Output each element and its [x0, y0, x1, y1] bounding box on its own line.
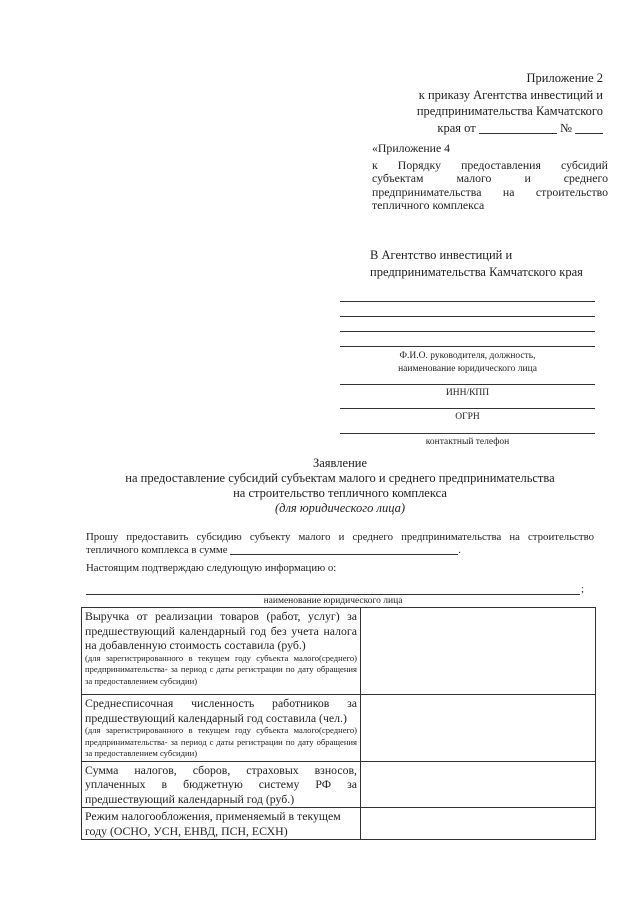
table-row	[82, 761, 596, 808]
employees-note: (для зарегистрированного в текущем году субъекта малого(среднего) предпринимательства- за период с даты регистрации по дату обращения за предоставлением субсидии)	[85, 725, 357, 758]
appendix-line1: Приложение 2	[526, 71, 603, 85]
appendix4-line3: предпринимательства на строительство	[372, 184, 608, 199]
phone-caption: контактный телефон	[425, 437, 510, 447]
tax-regime-value-cell[interactable]	[361, 808, 596, 840]
info-table	[81, 607, 596, 840]
table-row	[82, 808, 596, 840]
table-cell-label	[82, 761, 361, 808]
appendix-date-prefix: края от	[437, 120, 476, 135]
appendix4-line4: тепличного комплекса	[372, 197, 485, 212]
request-line-2	[86, 544, 594, 557]
fio-caption-line1: Ф.И.О. руководителя, должность,	[399, 351, 536, 361]
tax-regime-label: Режим налогообложения, применяемый в текущем году (ОСНО, УСН, ЕНВД, ПСН, ЕСХН)	[85, 809, 341, 838]
appendix-number-blank	[575, 133, 603, 134]
request-end: .	[458, 544, 461, 556]
table-cell-label	[82, 695, 361, 762]
statement-subtitle-1: на предоставление субсидий субъектам малого и среднего предпринимательства	[125, 471, 555, 485]
appendix4-line1: к Порядку предоставления субсидий	[372, 158, 608, 173]
table-cell-label	[82, 808, 361, 840]
appendix4-block	[372, 142, 608, 212]
fio-caption-line2: наименование юридического лица	[398, 364, 537, 374]
appendix-line2: к приказу Агентства инвестиций и	[418, 87, 603, 102]
statement-subtitle-3: (для юридического лица)	[274, 501, 406, 515]
org-name-caption: наименование юридического лица	[263, 596, 403, 606]
appendix4-title: «Приложение 4	[372, 141, 451, 155]
ogrn-line	[340, 408, 595, 409]
org-name-end: ;	[581, 583, 585, 595]
table-cell-label	[82, 608, 361, 695]
taxes-label: Сумма налогов, сборов, страховых взносов, уплаченных в бюджетную систему РФ за предшествующий календарный год (руб.)	[85, 762, 357, 806]
applicant-line-2	[340, 316, 595, 317]
request-amount-blank	[230, 554, 458, 555]
table-row	[82, 608, 596, 695]
appendix-header	[360, 70, 603, 136]
addressee-line2: предпринимательства Камчатского края	[370, 265, 583, 279]
fio-caption	[340, 350, 595, 376]
appendix4-line2: субъектам малого и среднего	[372, 171, 608, 186]
org-name-line	[86, 594, 580, 595]
employees-label: Среднесписочная численность работников за предшествующий календарный год составила (чел.)	[85, 696, 357, 725]
applicant-line-3	[340, 331, 595, 332]
statement-title: Заявление	[312, 456, 367, 470]
request-line-1: Прошу предоставить субсидию субъекту малого и среднего предпринимательства на строительство	[86, 531, 594, 543]
inn-line	[340, 384, 595, 385]
ogrn-caption: ОГРН	[455, 412, 480, 422]
statement-subtitle-2: на строительство тепличного комплекса	[233, 486, 447, 500]
table-row	[82, 695, 596, 762]
revenue-value-cell[interactable]	[361, 608, 596, 695]
statement-heading	[80, 456, 600, 516]
addressee-line1: В Агентство инвестиций и	[370, 248, 513, 262]
appendix-date-blank	[479, 133, 557, 134]
appendix-line4	[360, 120, 603, 137]
appendix-line3: предпринимательства Камчатского	[416, 104, 603, 118]
employees-value-cell[interactable]	[361, 695, 596, 762]
confirm-text: Настоящим подтверждаю следующую информацию о:	[86, 562, 337, 574]
inn-caption: ИНН/КПП	[445, 388, 490, 398]
phone-line	[340, 433, 595, 434]
applicant-line-1	[340, 301, 595, 302]
addressee	[370, 247, 610, 281]
revenue-label: Выручка от реализации товаров (работ, услуг) за предшествующий календарный год без учета налога на добавленную стоимость составила (руб.)	[85, 609, 357, 652]
applicant-line-4	[340, 346, 595, 347]
revenue-note: (для зарегистрированного в текущем году субъекта малого(среднего) предпринимательства- за период с даты регистрации по дату обращения за предоставлением субсидии)	[85, 652, 357, 686]
appendix-number-label: №	[559, 120, 572, 135]
request-amount-label: тепличного комплекса в сумме	[86, 544, 228, 556]
taxes-value-cell[interactable]	[361, 761, 596, 808]
